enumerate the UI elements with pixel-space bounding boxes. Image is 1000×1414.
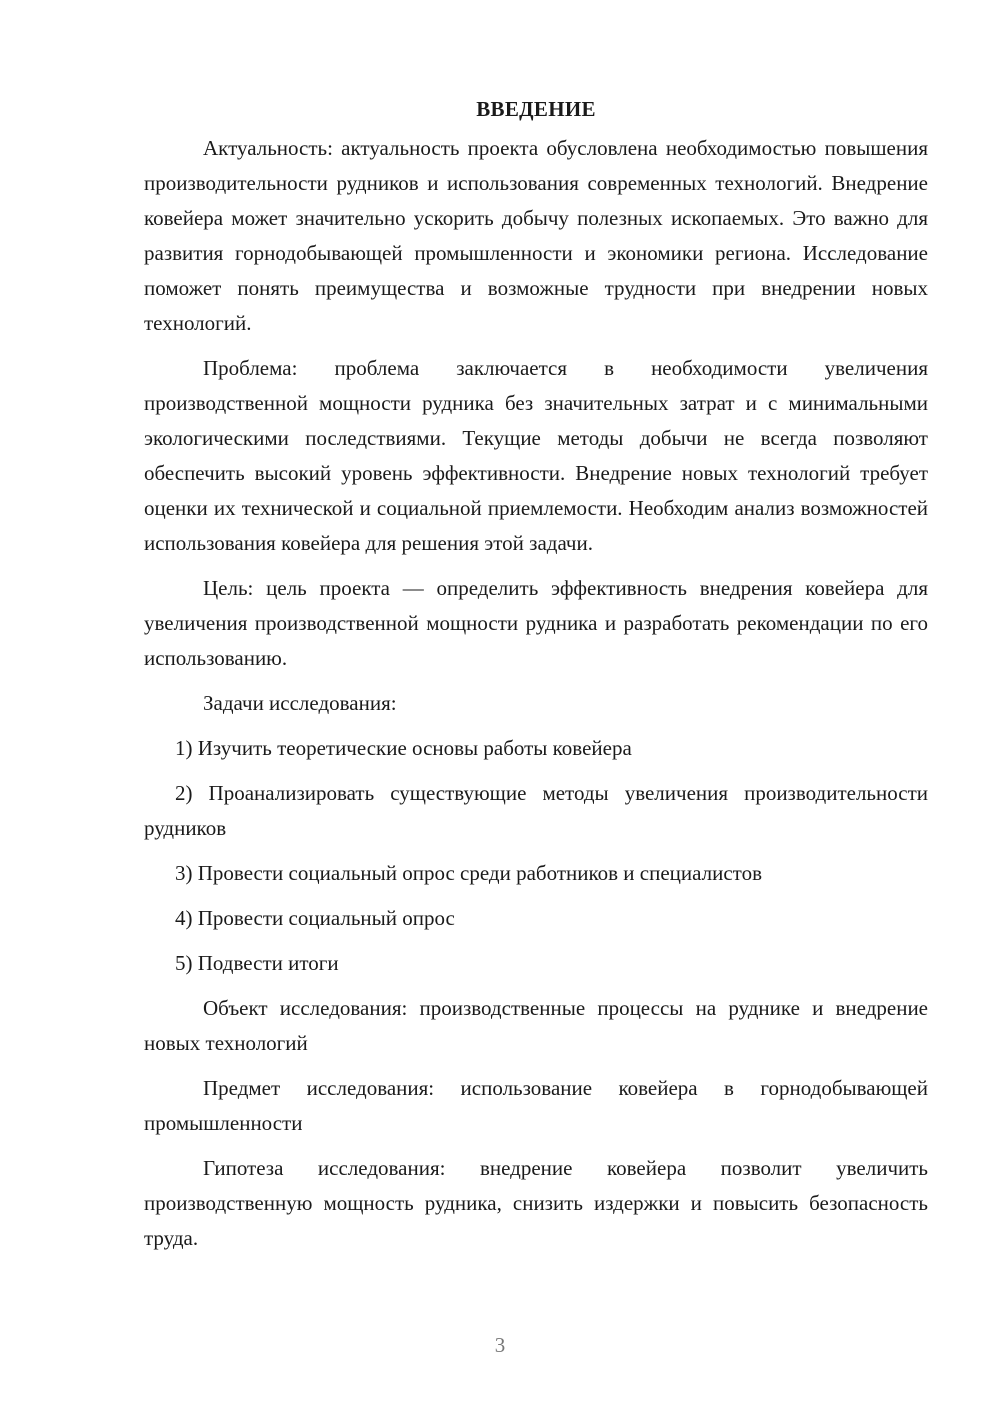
task-item-1: 1) Изучить теоретические основы работы ковейера [175, 736, 632, 760]
tasks-heading: Задачи исследования: [203, 691, 397, 715]
task-item-5: 5) Подвести итоги [175, 951, 339, 975]
task-item-3: 3) Провести социальный опрос среди работников и специалистов [175, 861, 762, 885]
paragraph-problem: Проблема: проблема заключается в необходимости увеличения производственной мощности рудника без значительных затрат и с минимальными экологическими последствиями. Текущие методы добычи не всегда позволяют обеспечить высокий уровень эффективности. Внедрение новых технологий требует оценки их технической и социальной приемлемости. Необходим анализ возможностей использования ковейера для решения этой задачи. [144, 356, 928, 555]
paragraph-relevance: Актуальность: актуальность проекта обусловлена необходимостью повышения производительности рудников и использования современных технологий. Внедрение ковейера может значительно ускорить добычу полезных ископаемых. Это важно для развития горнодобывающей промышленности и экономики региона. Исследование поможет понять преимущества и возможные трудности при внедрении новых технологий. [144, 136, 928, 335]
section-title: ВВЕДЕНИЕ [476, 97, 596, 121]
paragraph-object: Объект исследования: производственные процессы на руднике и внедрение новых технологий [144, 996, 928, 1055]
paragraph-goal: Цель: цель проекта — определить эффективность внедрения ковейера для увеличения производственной мощности рудника и разработать рекомендации по его использованию. [144, 576, 928, 670]
task-item-2: 2) Проанализировать существующие методы увеличения производительности рудников [144, 781, 928, 840]
paragraph-hypothesis: Гипотеза исследования: внедрение ковейера позволит увеличить производственную мощность рудника, снизить издержки и повысить безопасность труда. [144, 1156, 928, 1250]
paragraph-subject: Предмет исследования: использование ковейера в горнодобывающей промышленности [144, 1076, 928, 1135]
task-item-4: 4) Провести социальный опрос [175, 906, 455, 930]
document-page [144, 92, 928, 1266]
page-number: 3 [494, 1333, 506, 1357]
